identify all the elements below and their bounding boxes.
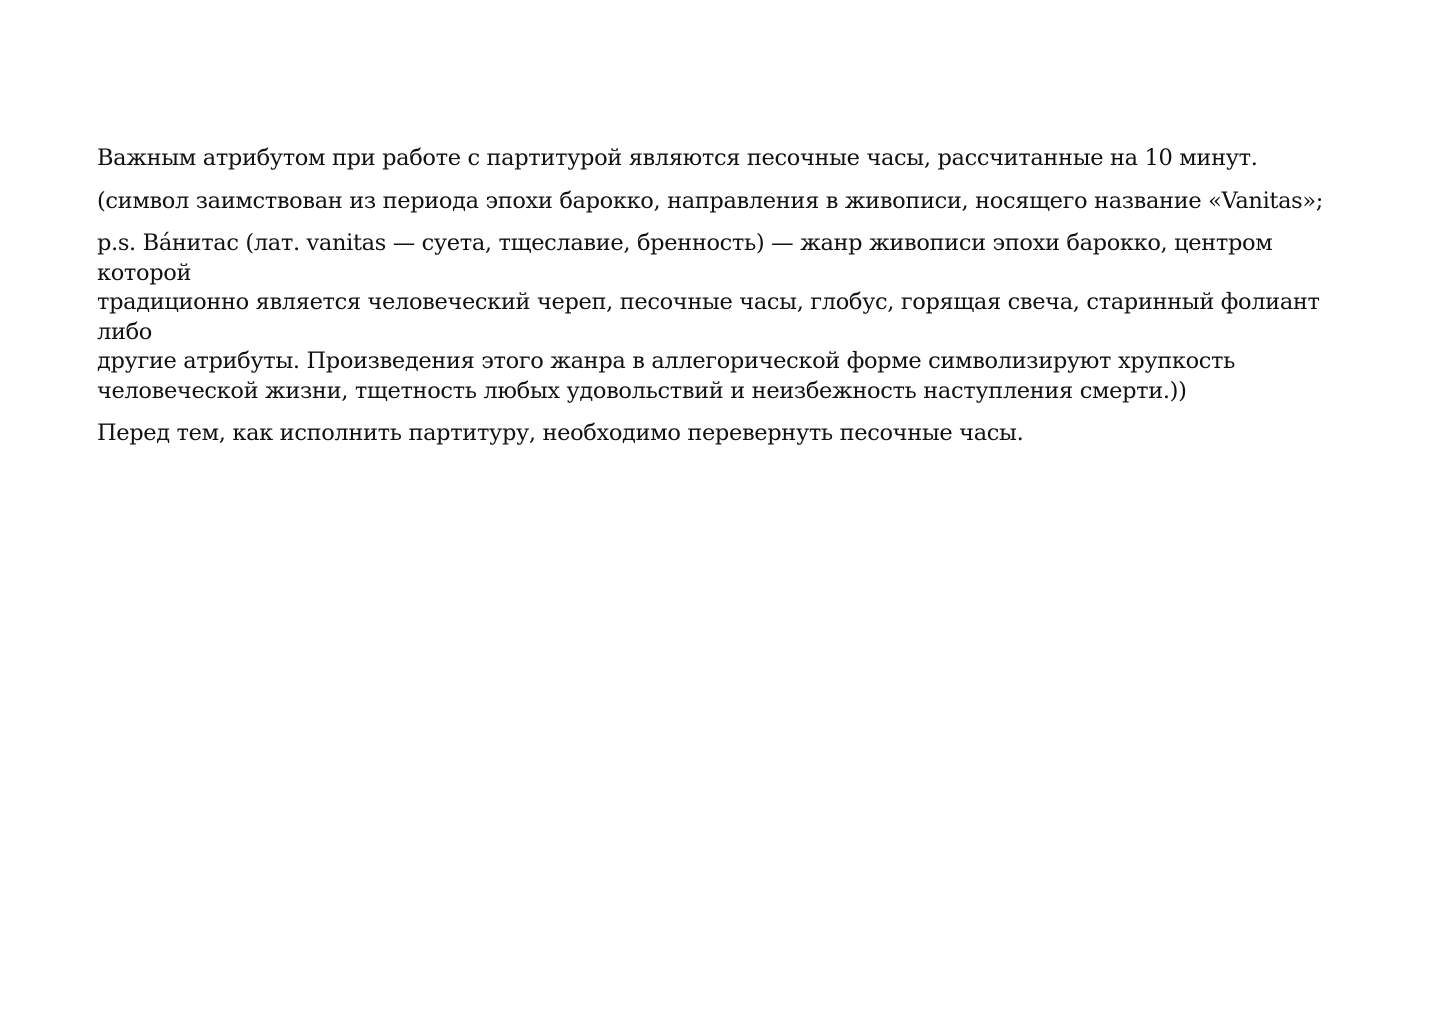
document-page — [97, 144, 1347, 462]
paragraph-hourglass-attribute: Важным атрибутом при работе с партитурой являются песочные часы, рассчитанные на 10 минут. — [97, 145, 1258, 171]
paragraph-vanitas-definition: p.s. Ва́нитас (лат. vanitas — суета, тщеславие, бренность) — жанр живописи эпохи барокко, центром которой традиционно является человеческий череп, песочные часы, глобус, горящая свеча, старинный фолиант либо другие атрибуты. Произведения этого жанра в аллегорической форме символизируют хрупкость человеческой жизни, тщетность любых удовольствий и неизбежность наступления смерти.)) — [97, 230, 1320, 404]
paragraph-vanitas-symbol: (символ заимствован из периода эпохи барокко, направления в живописи, носящего название «Vanitas»; — [97, 187, 1324, 214]
paragraph-turn-hourglass: Перед тем, как исполнить партитуру, необходимо перевернуть песочные часы. — [97, 420, 1024, 446]
